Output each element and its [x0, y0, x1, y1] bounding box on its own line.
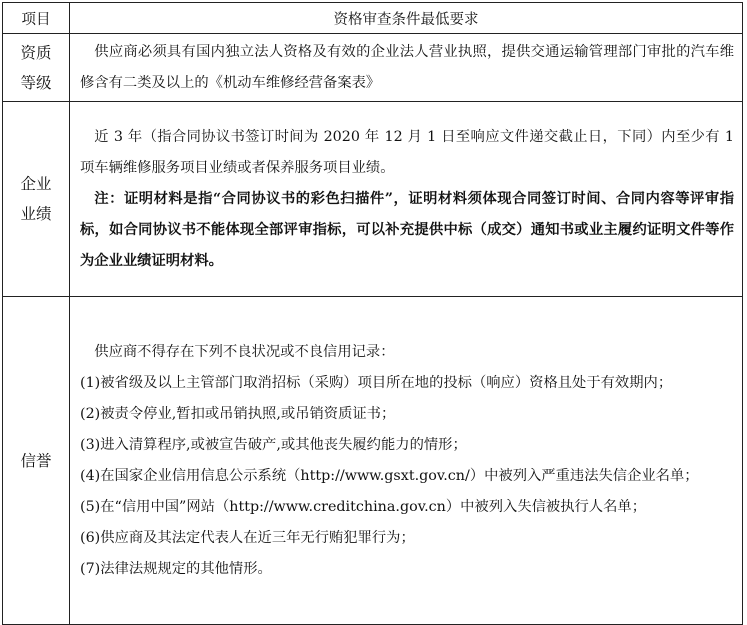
requirement-note: 注：证明材料是指“合同协议书的彩色扫描件”，证明材料须体现合同签订时间、合同内容等评审指标，如合同协议书不能体现全部评审指标，可以补充提供中标（成交）通知书或业主履约证明文件等作为企业业绩证明材料。	[80, 190, 734, 269]
row-performance	[3, 102, 743, 297]
requirement-credit	[70, 297, 743, 625]
label-line: 企业	[20, 175, 52, 193]
credit-intro: 供应商不得存在下列不良状况或不良信用记录：	[94, 343, 395, 360]
row-qualification-level	[3, 34, 743, 102]
table-header-row	[3, 3, 743, 34]
qualification-table	[2, 2, 743, 625]
credit-item: (4)在国家企业信用信息公示系统（http://www.gsxt.gov.cn/）中被列入严重违法失信企业名单；	[80, 467, 699, 484]
requirement-text: 供应商必须具有国内独立法人资格及有效的企业法人营业执照，提供交通运输管理部门审批的汽车维修含有二类及以上的《机动车维修经营备案表》	[80, 43, 734, 91]
label-line: 资质	[20, 43, 52, 62]
credit-item: (2)被责令停业,暂扣或吊销执照,或吊销资质证书；	[80, 405, 396, 422]
credit-item: (6)供应商及其法定代表人在近三年无行贿犯罪行为；	[80, 529, 415, 546]
requirement-text: 近 3 年（指合同协议书签订时间为 2020 年 12 月 1 日至响应文件递交截止日，下同）内至少有 1 项车辆维修服务项目业绩或者保养服务项目业绩。	[80, 128, 734, 176]
row-label-credit	[3, 297, 70, 625]
credit-item: (1)被省级及以上主管部门取消招标（采购）项目所在地的投标（响应）资格且处于有效期内；	[80, 374, 673, 391]
label-line: 业绩	[20, 205, 52, 223]
row-label-qualification	[3, 34, 70, 102]
label-line: 等级	[20, 73, 52, 92]
header-item: 项目	[3, 3, 70, 34]
label-line: 信誉	[20, 451, 52, 470]
row-label-performance	[3, 102, 70, 297]
requirement-performance	[70, 102, 743, 297]
credit-item: (7)法律法规规定的其他情形。	[80, 560, 272, 577]
header-requirements: 资格审查条件最低要求	[70, 3, 743, 34]
credit-item: (5)在“信用中国”网站（http://www.creditchina.gov.cn）中被列入失信被执行人名单；	[80, 498, 646, 515]
requirement-qualification	[70, 34, 743, 102]
credit-item: (3)进入清算程序,或被宣告破产,或其他丧失履约能力的情形；	[80, 436, 467, 453]
row-credit	[3, 297, 743, 625]
